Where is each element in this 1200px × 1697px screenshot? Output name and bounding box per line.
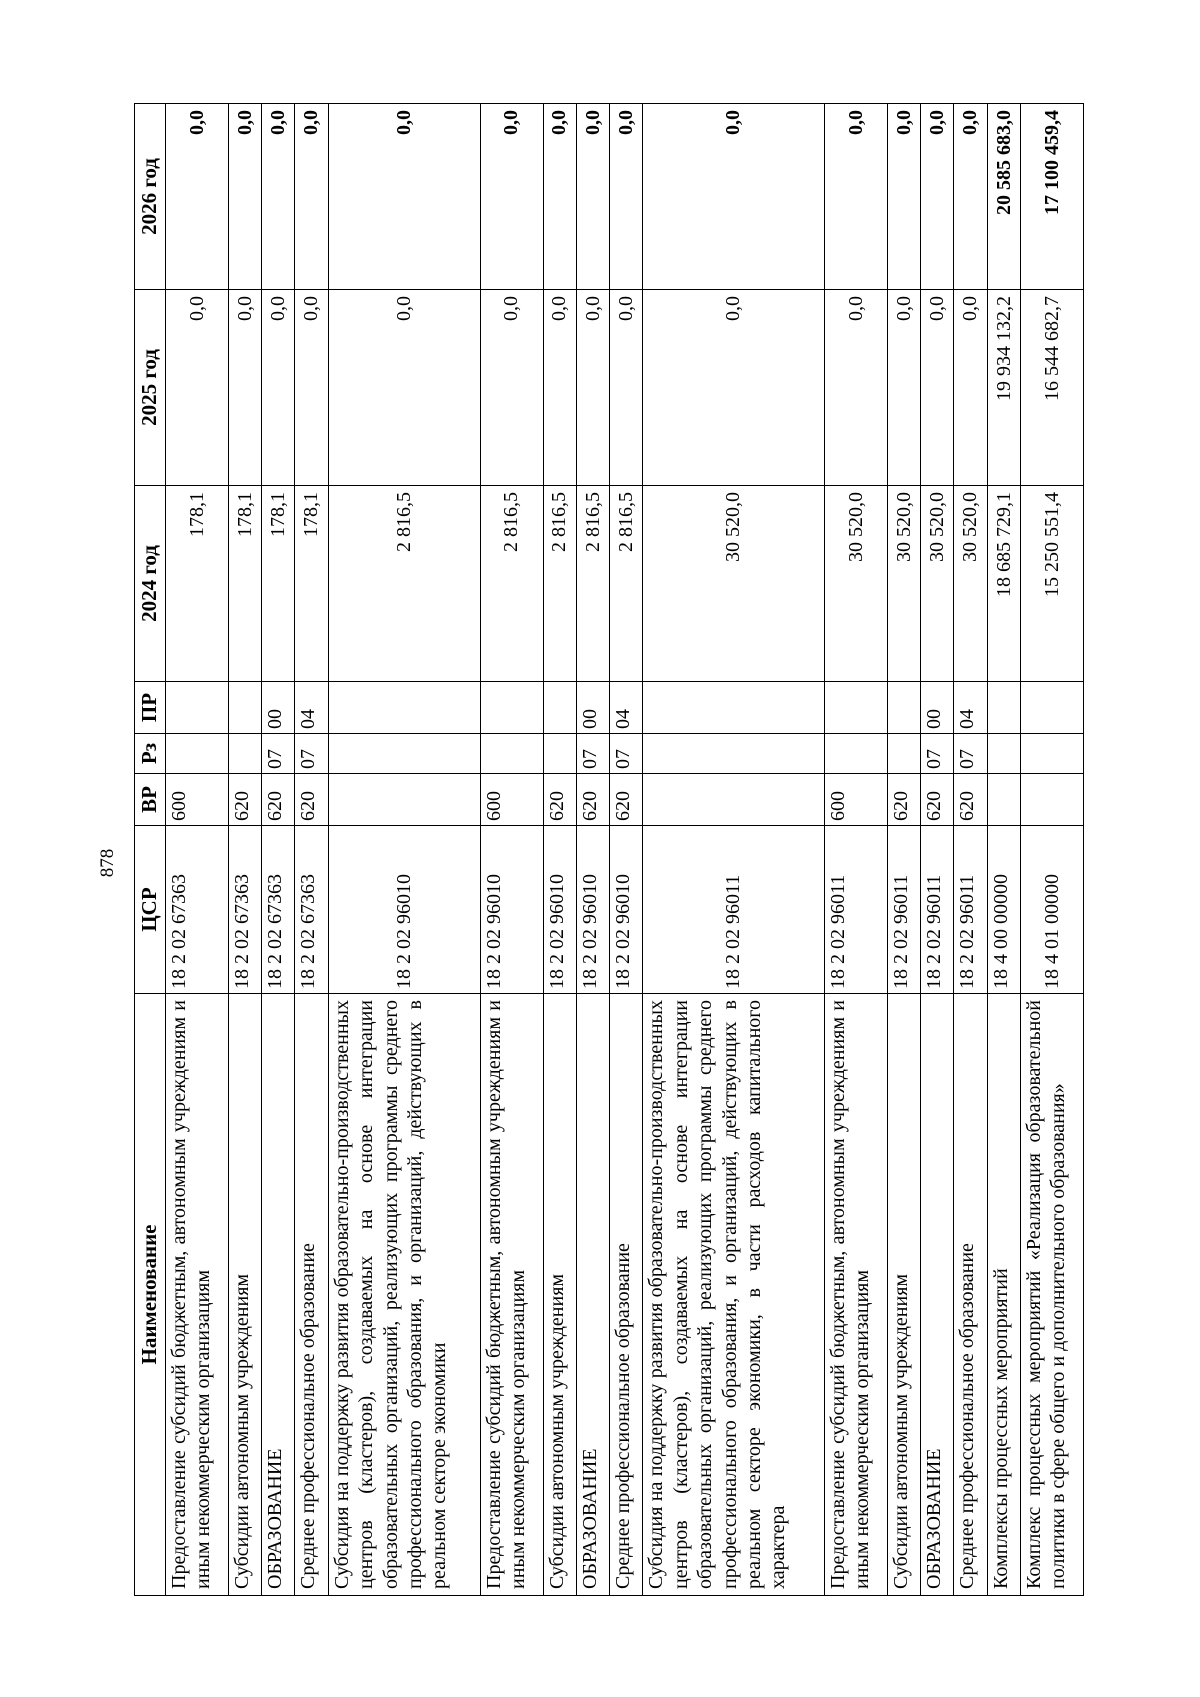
row-pr: 00 bbox=[576, 682, 609, 734]
row-csr: 18 2 02 96011 bbox=[887, 826, 920, 994]
row-rz: 07 bbox=[262, 734, 295, 774]
row-csr: 18 4 01 00000 bbox=[1020, 826, 1083, 994]
row-2026: 0,0 bbox=[576, 104, 609, 290]
row-2026: 0,0 bbox=[643, 104, 825, 290]
row-2025: 0,0 bbox=[954, 290, 987, 486]
row-pr bbox=[824, 682, 887, 734]
row-2024: 30 520,0 bbox=[921, 486, 954, 682]
row-rz bbox=[1020, 734, 1083, 774]
row-vr bbox=[328, 774, 480, 826]
row-pr bbox=[480, 682, 543, 734]
row-csr: 18 2 02 96011 bbox=[921, 826, 954, 994]
row-2024: 178,1 bbox=[262, 486, 295, 682]
header-rz: Рз bbox=[135, 734, 166, 774]
row-2025: 0,0 bbox=[610, 290, 643, 486]
row-vr: 620 bbox=[228, 774, 261, 826]
row-2025: 0,0 bbox=[480, 290, 543, 486]
row-name: Среднее профессиональное образование bbox=[610, 994, 643, 1596]
row-2026: 17 100 459,4 bbox=[1020, 104, 1083, 290]
row-2024: 18 685 729,1 bbox=[987, 486, 1020, 682]
row-2026: 20 585 683,0 bbox=[987, 104, 1020, 290]
table-row bbox=[921, 104, 954, 1596]
row-2026: 0,0 bbox=[295, 104, 328, 290]
header-2024: 2024 год bbox=[135, 486, 166, 682]
row-2025: 0,0 bbox=[166, 290, 229, 486]
row-name: ОБРАЗОВАНИЕ bbox=[576, 994, 609, 1596]
row-2025: 0,0 bbox=[328, 290, 480, 486]
row-name: Субсидии автономным учреждениям bbox=[543, 994, 576, 1596]
row-2026: 0,0 bbox=[262, 104, 295, 290]
row-vr: 600 bbox=[824, 774, 887, 826]
row-2026: 0,0 bbox=[954, 104, 987, 290]
header-csr: ЦСР bbox=[135, 826, 166, 994]
row-vr: 600 bbox=[166, 774, 229, 826]
table-row bbox=[480, 104, 543, 1596]
row-name: Среднее профессиональное образование bbox=[954, 994, 987, 1596]
header-vr: ВР bbox=[135, 774, 166, 826]
row-vr: 620 bbox=[921, 774, 954, 826]
table-row bbox=[887, 104, 920, 1596]
row-rz: 07 bbox=[954, 734, 987, 774]
table-row bbox=[987, 104, 1020, 1596]
row-pr: 04 bbox=[954, 682, 987, 734]
row-rz bbox=[824, 734, 887, 774]
row-2024: 2 816,5 bbox=[576, 486, 609, 682]
row-rz: 07 bbox=[576, 734, 609, 774]
row-pr bbox=[987, 682, 1020, 734]
row-2025: 0,0 bbox=[887, 290, 920, 486]
row-csr: 18 2 02 96011 bbox=[824, 826, 887, 994]
table-row bbox=[954, 104, 987, 1596]
table-header-row bbox=[135, 104, 166, 1596]
table-row bbox=[576, 104, 609, 1596]
row-vr bbox=[987, 774, 1020, 826]
row-pr bbox=[1020, 682, 1083, 734]
row-rz: 07 bbox=[610, 734, 643, 774]
row-name: ОБРАЗОВАНИЕ bbox=[262, 994, 295, 1596]
table-row bbox=[610, 104, 643, 1596]
row-csr: 18 2 02 96011 bbox=[954, 826, 987, 994]
header-name: Наименование bbox=[135, 994, 166, 1596]
row-vr: 620 bbox=[576, 774, 609, 826]
table-row bbox=[228, 104, 261, 1596]
row-name: Предоставление субсидий бюджетным, автономным учреждениям и иным некоммерческим организациям bbox=[824, 994, 887, 1596]
row-2025: 0,0 bbox=[262, 290, 295, 486]
row-2024: 15 250 551,4 bbox=[1020, 486, 1083, 682]
table-row bbox=[543, 104, 576, 1596]
row-csr: 18 2 02 96010 bbox=[576, 826, 609, 994]
row-2026: 0,0 bbox=[166, 104, 229, 290]
row-vr: 620 bbox=[295, 774, 328, 826]
row-csr: 18 2 02 96011 bbox=[643, 826, 825, 994]
header-pr: ПР bbox=[135, 682, 166, 734]
row-2025: 19 934 132,2 bbox=[987, 290, 1020, 486]
header-2025: 2025 год bbox=[135, 290, 166, 486]
table-row bbox=[166, 104, 229, 1596]
row-name: Комплекс процессных мероприятий «Реализация образовательной политики в сфере общего и дополнительного образования» bbox=[1020, 994, 1083, 1596]
row-csr: 18 2 02 67363 bbox=[262, 826, 295, 994]
row-2025: 0,0 bbox=[228, 290, 261, 486]
row-csr: 18 2 02 96010 bbox=[610, 826, 643, 994]
row-2026: 0,0 bbox=[824, 104, 887, 290]
row-2024: 30 520,0 bbox=[824, 486, 887, 682]
row-2024: 2 816,5 bbox=[480, 486, 543, 682]
row-pr bbox=[328, 682, 480, 734]
row-rz bbox=[328, 734, 480, 774]
row-2024: 178,1 bbox=[295, 486, 328, 682]
row-pr bbox=[643, 682, 825, 734]
row-name: Субсидия на поддержку развития образовательно-производственных центров (кластеров), создаваемых на основе интеграции образовательных организаций, реализующих программы среднего профессионального образования, и организаций, действующих в реальном секторе экономики, в части расходов капитального характера bbox=[643, 994, 825, 1596]
row-rz bbox=[228, 734, 261, 774]
row-vr bbox=[643, 774, 825, 826]
row-rz: 07 bbox=[921, 734, 954, 774]
row-pr bbox=[887, 682, 920, 734]
row-2025: 16 544 682,7 bbox=[1020, 290, 1083, 486]
row-2024: 30 520,0 bbox=[954, 486, 987, 682]
row-2024: 30 520,0 bbox=[643, 486, 825, 682]
row-name: Среднее профессиональное образование bbox=[295, 994, 328, 1596]
row-2026: 0,0 bbox=[921, 104, 954, 290]
row-csr: 18 2 02 67363 bbox=[228, 826, 261, 994]
row-2025: 0,0 bbox=[543, 290, 576, 486]
row-name: Комплексы процессных мероприятий bbox=[987, 994, 1020, 1596]
table-row bbox=[643, 104, 825, 1596]
row-rz bbox=[987, 734, 1020, 774]
row-pr: 04 bbox=[610, 682, 643, 734]
row-pr: 00 bbox=[262, 682, 295, 734]
row-2024: 178,1 bbox=[166, 486, 229, 682]
row-pr bbox=[543, 682, 576, 734]
row-rz: 07 bbox=[295, 734, 328, 774]
row-csr: 18 2 02 67363 bbox=[295, 826, 328, 994]
row-pr: 04 bbox=[295, 682, 328, 734]
table-row bbox=[824, 104, 887, 1596]
row-name: Субсидия на поддержку развития образовательно-производственных центров (кластеров), создаваемых на основе интеграции образовательных организаций, реализующих программы среднего профессионального образования, и организаций, действующих в реальном секторе экономики bbox=[328, 994, 480, 1596]
row-vr: 620 bbox=[887, 774, 920, 826]
row-2026: 0,0 bbox=[887, 104, 920, 290]
row-vr bbox=[1020, 774, 1083, 826]
row-name: Предоставление субсидий бюджетным, автономным учреждениям и иным некоммерческим организациям bbox=[480, 994, 543, 1596]
header-2026: 2026 год bbox=[135, 104, 166, 290]
row-csr: 18 2 02 96010 bbox=[543, 826, 576, 994]
row-vr: 600 bbox=[480, 774, 543, 826]
row-2024: 2 816,5 bbox=[328, 486, 480, 682]
row-vr: 620 bbox=[610, 774, 643, 826]
row-2026: 0,0 bbox=[328, 104, 480, 290]
row-rz bbox=[643, 734, 825, 774]
row-2025: 0,0 bbox=[921, 290, 954, 486]
row-vr: 620 bbox=[262, 774, 295, 826]
budget-table bbox=[134, 103, 1084, 1596]
row-name: Субсидии автономным учреждениям bbox=[887, 994, 920, 1596]
table-row bbox=[295, 104, 328, 1596]
row-vr: 620 bbox=[954, 774, 987, 826]
row-rz bbox=[480, 734, 543, 774]
row-vr: 620 bbox=[543, 774, 576, 826]
row-2026: 0,0 bbox=[543, 104, 576, 290]
row-2024: 178,1 bbox=[228, 486, 261, 682]
row-2024: 2 816,5 bbox=[610, 486, 643, 682]
table-row bbox=[328, 104, 480, 1596]
row-2026: 0,0 bbox=[610, 104, 643, 290]
row-name: Субсидии автономным учреждениям bbox=[228, 994, 261, 1596]
row-rz bbox=[543, 734, 576, 774]
row-rz bbox=[887, 734, 920, 774]
row-csr: 18 2 02 96010 bbox=[328, 826, 480, 994]
rotated-table-wrapper bbox=[134, 104, 1084, 1596]
table-row bbox=[1020, 104, 1083, 1596]
table-row bbox=[262, 104, 295, 1596]
row-csr: 18 2 02 67363 bbox=[166, 826, 229, 994]
row-2025: 0,0 bbox=[643, 290, 825, 486]
row-name: ОБРАЗОВАНИЕ bbox=[921, 994, 954, 1596]
row-pr: 00 bbox=[921, 682, 954, 734]
row-csr: 18 4 00 00000 bbox=[987, 826, 1020, 994]
row-name: Предоставление субсидий бюджетным, автономным учреждениям и иным некоммерческим организациям bbox=[166, 994, 229, 1596]
row-rz bbox=[166, 734, 229, 774]
row-csr: 18 2 02 96010 bbox=[480, 826, 543, 994]
row-2026: 0,0 bbox=[228, 104, 261, 290]
row-pr bbox=[228, 682, 261, 734]
row-2025: 0,0 bbox=[576, 290, 609, 486]
row-2026: 0,0 bbox=[480, 104, 543, 290]
row-2024: 2 816,5 bbox=[543, 486, 576, 682]
row-2025: 0,0 bbox=[824, 290, 887, 486]
page-number: 878 bbox=[97, 848, 118, 878]
row-2024: 30 520,0 bbox=[887, 486, 920, 682]
row-2025: 0,0 bbox=[295, 290, 328, 486]
row-pr bbox=[166, 682, 229, 734]
